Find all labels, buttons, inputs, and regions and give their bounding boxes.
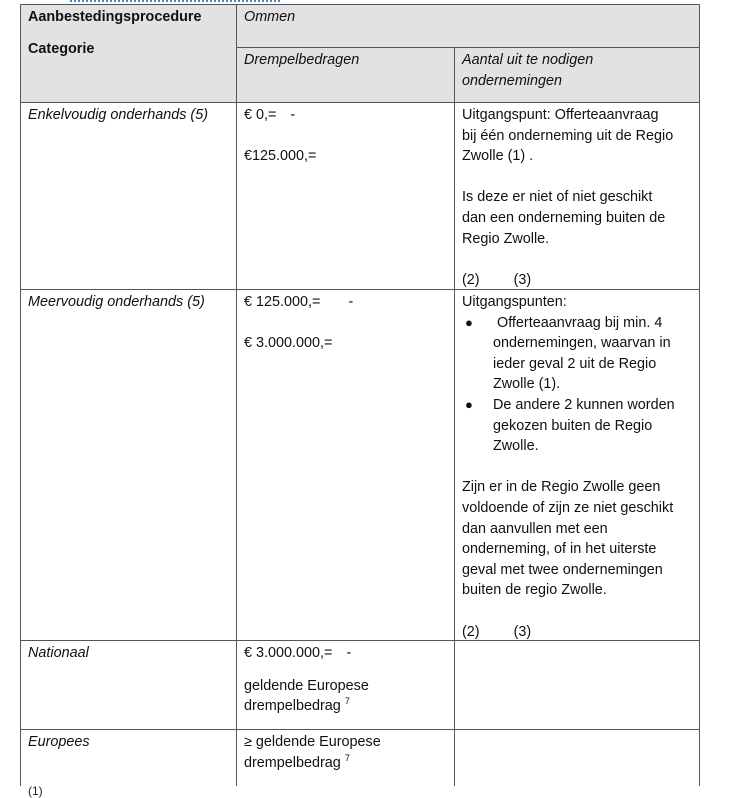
header-companies-label-1: Aantal uit te nodigen	[462, 52, 594, 68]
list-item	[462, 395, 699, 457]
row3-category-text: Nationaal	[28, 645, 89, 661]
row2-companies-bullets	[462, 313, 699, 457]
header-municipality-cell	[237, 5, 699, 47]
row4-category	[21, 730, 236, 753]
row1-companies-line: Uitgangspunt: Offerteaanvraag	[462, 107, 659, 123]
row3-threshold-text: drempelbedrag	[244, 698, 341, 715]
row2-companies-line: voldoende of zijn ze niet geschikt	[462, 499, 674, 516]
bullet-line: De andere 2 kunnen worden	[493, 396, 675, 413]
bullet-line: Zwolle.	[493, 438, 539, 455]
row4-category-text: Europees	[28, 734, 90, 750]
row2-companies-line: buiten de regio Zwolle.	[462, 582, 607, 599]
row2-companies-line: geval met twee ondernemingen	[462, 561, 663, 578]
header-municipality: Ommen	[244, 9, 296, 25]
row2-note-a: (2)	[462, 623, 480, 640]
row4-footnote-ref: 7	[344, 752, 350, 763]
row2-category-text: Meervoudig onderhands (5)	[28, 294, 205, 310]
row2-thresholds	[237, 290, 454, 353]
bullet-line: ondernemingen, waarvan in	[493, 335, 671, 352]
row1-thresholds	[237, 103, 454, 166]
bullet-icon: ●	[465, 314, 473, 330]
row2-companies-intro: Uitgangspunten:	[462, 294, 567, 310]
row2-threshold-dash: -	[348, 294, 354, 310]
row3-threshold-range	[244, 643, 454, 664]
row1-companies	[455, 103, 699, 290]
row3-thresholds	[237, 641, 454, 717]
row1-companies-line: Regio Zwolle.	[462, 230, 550, 247]
row3-footnote-ref: 7	[344, 696, 350, 707]
bullet-line: Offerteaanvraag bij min. 4	[497, 314, 663, 331]
row4-threshold-line1: ≥ geldende Europese	[244, 734, 381, 750]
row1-threshold-from: € 0,=	[244, 107, 277, 123]
header-companies-cell	[455, 48, 699, 102]
row3-threshold-from: € 3.000.000,=	[244, 645, 333, 661]
row1-companies-line: dan een onderneming buiten de	[462, 209, 666, 226]
bullet-line: gekozen buiten de Regio	[493, 417, 653, 434]
row1-category	[21, 103, 236, 126]
bullet-icon: ●	[465, 396, 473, 412]
row2-threshold-to: € 3.000.000,=	[244, 334, 333, 351]
row3-threshold-line3	[244, 696, 454, 717]
row1-note-a: (2)	[462, 271, 480, 288]
row2-companies-line: dan aanvullen met een	[462, 520, 608, 537]
header-companies-label-2: ondernemingen	[462, 72, 563, 89]
bullet-line: ieder geval 2 uit de Regio	[493, 355, 657, 372]
header-category-label: Categorie	[28, 40, 95, 57]
header-thresholds-label: Drempelbedragen	[244, 52, 360, 68]
row1-companies-line: Zwolle (1) .	[462, 148, 534, 165]
row2-threshold-from: € 125.000,=	[244, 294, 321, 310]
row4-thresholds	[237, 730, 454, 773]
row4-threshold-line2	[244, 753, 454, 774]
row4-threshold-text: drempelbedrag	[244, 754, 341, 771]
bullet-line: Zwolle (1).	[493, 376, 561, 393]
row2-note-b: (3)	[513, 623, 532, 640]
row1-threshold-dash: -	[290, 107, 296, 123]
row1-companies-line: bij één onderneming uit de Regio	[462, 127, 674, 144]
header-thresholds-cell	[237, 48, 454, 102]
footnote-marker: (1)	[28, 784, 43, 798]
row2-companies-line: Zijn er in de Regio Zwolle geen	[462, 479, 661, 496]
row3-category	[21, 641, 236, 664]
row1-category-text: Enkelvoudig onderhands (5)	[28, 107, 209, 123]
row3-threshold-line2: geldende Europese	[244, 677, 369, 694]
header-procedure-label: Aanbestedingsprocedure	[28, 9, 202, 25]
row3-threshold-dash: -	[346, 645, 352, 661]
row1-note-b: (3)	[513, 271, 532, 288]
row1-companies-line: Is deze er niet of niet geschikt	[462, 189, 653, 206]
list-item	[462, 313, 699, 395]
row1-threshold-to: €125.000,=	[244, 147, 317, 164]
row2-notes	[462, 622, 699, 643]
row2-threshold-range	[244, 292, 454, 313]
row1-threshold-range	[244, 105, 454, 126]
header-category-cell	[21, 5, 236, 102]
row1-notes	[462, 270, 699, 291]
row2-companies-line: onderneming, of in het uiterste	[462, 541, 657, 558]
table-border-right	[699, 4, 700, 786]
row2-companies	[455, 290, 699, 642]
row2-category	[21, 290, 236, 313]
